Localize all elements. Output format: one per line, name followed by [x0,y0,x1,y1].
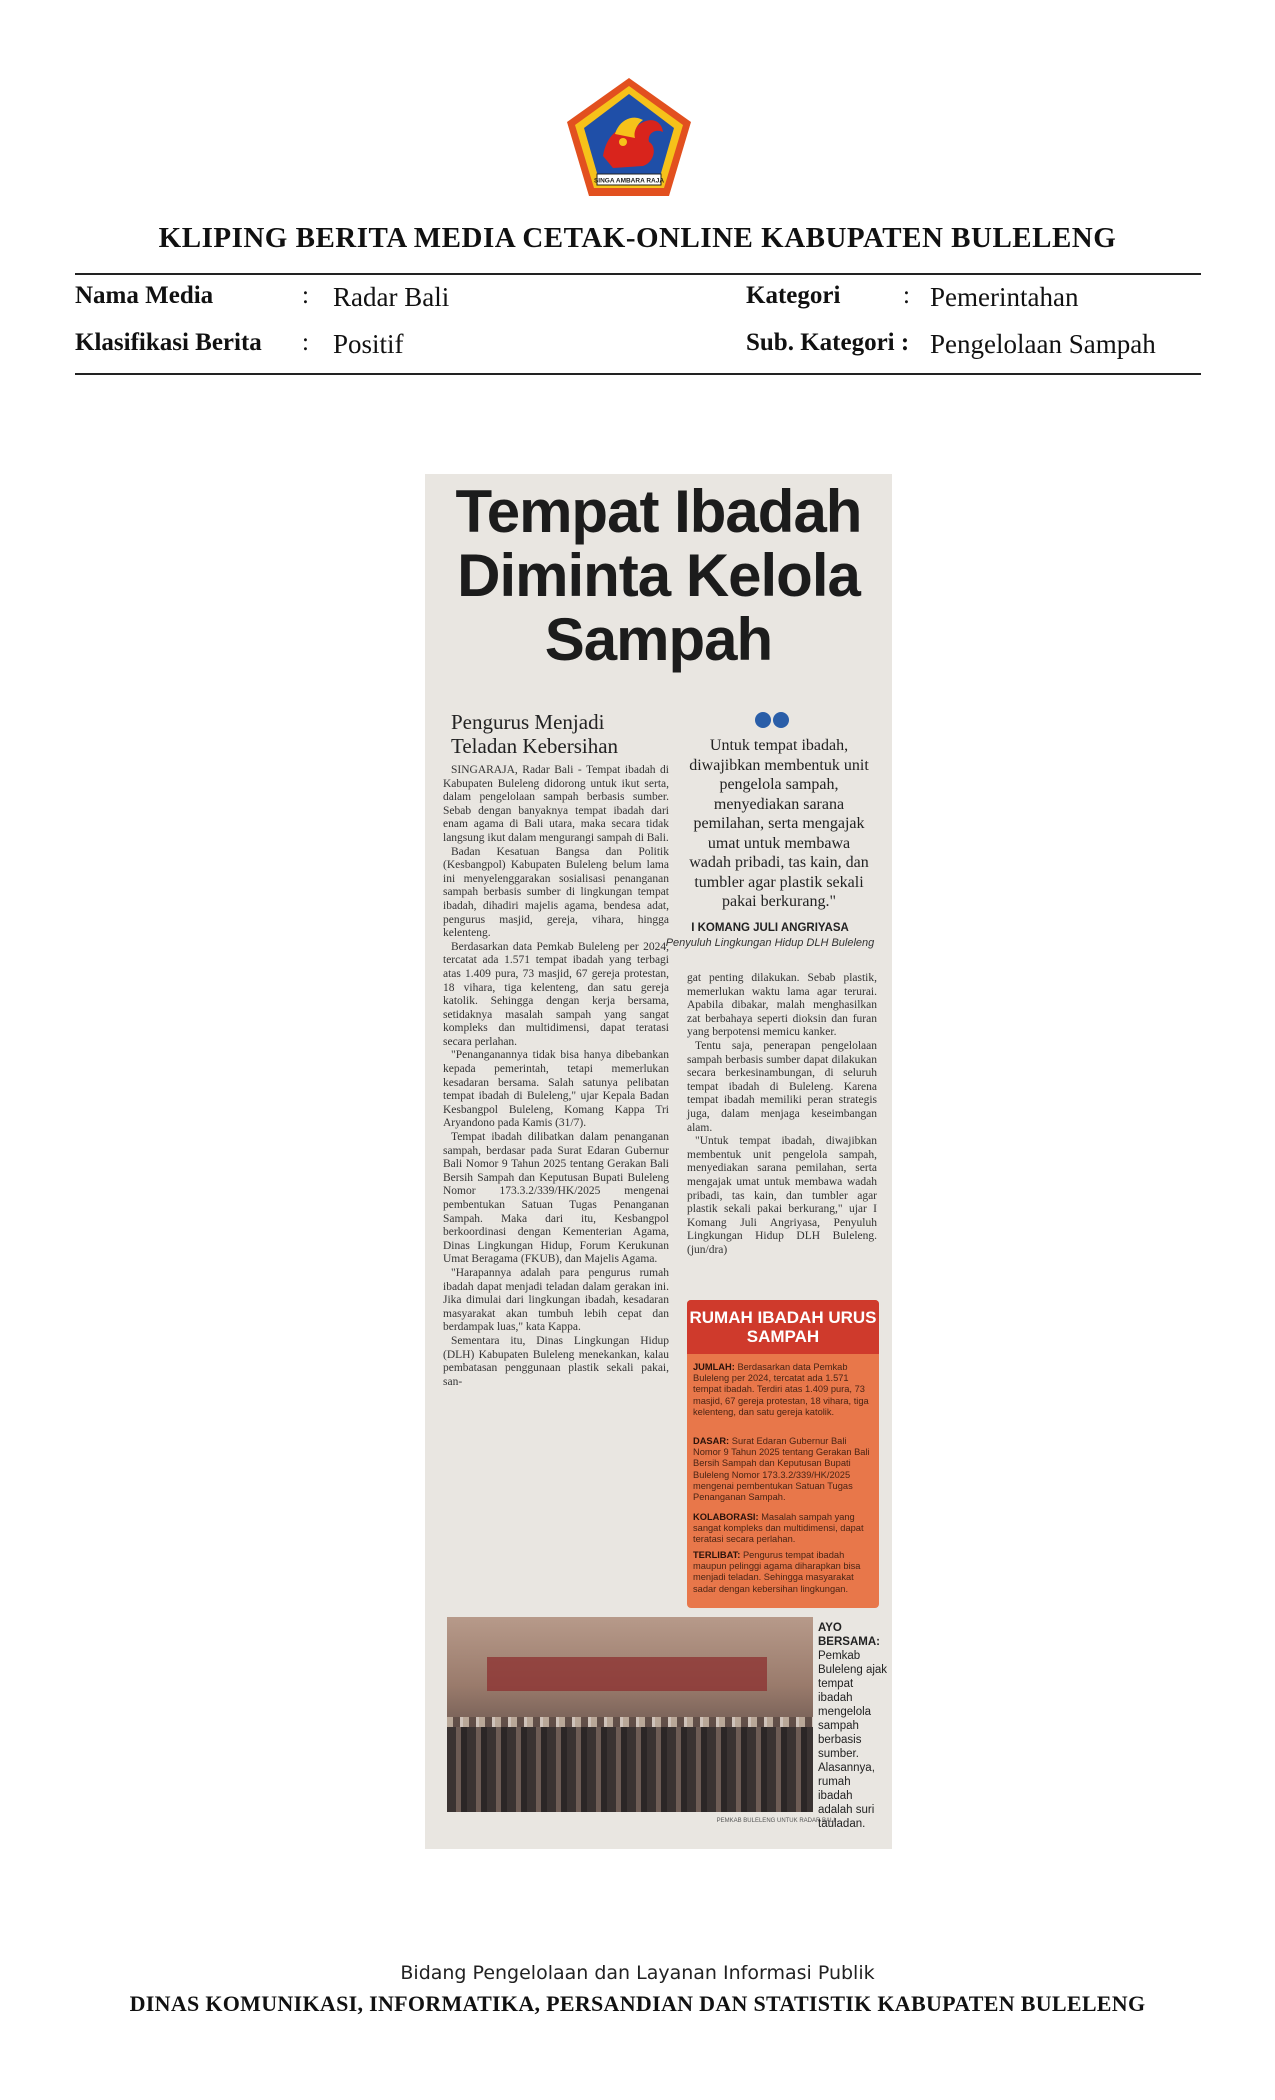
article-subhead: Pengurus Menjadi Teladan Kebersihan [451,710,619,758]
headline-line-2: Diminta Kelola [457,542,860,609]
info-box [687,1300,879,1608]
article-column-2 [687,972,877,1257]
media-label: Nama Media [75,282,214,309]
headline-line-1: Tempat Ibadah [455,478,862,545]
klasifikasi-label: Klasifikasi Berita [75,329,262,356]
photo-banner [487,1657,767,1691]
klasifikasi-separator: : [302,329,309,356]
media-separator: : [302,282,309,309]
footer-division: Bidang Pengelolaan dan Layanan Informasi Publik [400,1962,875,1984]
paragraph: "Penanganannya tidak bisa hanya dibebankan kepada pemerintah, tetapi memerlukan kesadaran bersama. Salah satunya pelibatan tempat ibadah di Buleleng," ujar Kepala Badan Kesbangpol Buleleng, Komang Kappa Tri Aryandono pada Kamis (31/7). [443,1049,669,1130]
buleleng-logo [563,76,695,200]
info-box-item: DASAR: Surat Edaran Gubernur Bali Nomor 9 Tahun 2025 tentang Gerakan Bali Bersih Sampah dan Keputusan Bupati Buleleng Nomor 173.3.2/339/HK/2025 mengenai pembentukan Satuan Tugas Penanganan Sampah. [693,1436,870,1503]
quote-author: I KOMANG JULI ANGRIYASA [691,922,849,934]
paragraph: Berdasarkan data Pemkab Buleleng per 2024, tercatat ada 1.571 tempat ibadah yang terbagi atas 1.409 pura, 73 masjid, 67 gereja protestan, 18 vihara, tiga kelenteng, dan satu gereja katolik. Sehingga dengan kerja bersama, setidaknya masalah sampah yang sangat kompleks dan multidimensi, dapat teratasi secara perlahan. [443,940,669,1048]
kategori-separator: : [903,282,910,309]
kategori-label: Kategori [746,282,841,309]
newspaper-clipping [425,474,892,1849]
logo-text: SINGA AMBARA RAJA [593,177,665,185]
article-photo [447,1617,813,1812]
document-title: KLIPING BERITA MEDIA CETAK-ONLINE KABUPATEN BULELENG [158,222,1117,254]
paragraph: SINGARAJA, Radar Bali - Tempat ibadah di Kabupaten Buleleng didorong untuk ikut serta, dalam pengelolaan sampah berbasis sumber. Sebab dengan banyaknya tempat ibadah dari enam agama di Bali utara, maka secara tidak langsung ikut dalam mengurangi sampah di Bali. [443,764,669,844]
info-box-item: JUMLAH: Berdasarkan data Pemkab Buleleng per 2024, tercatat ada 1.571 tempat ibadah. Terdiri atas 1.409 pura, 73 masjid, 67 gereja protestan, 18 vihara, tiga kelenteng, dan satu gereja katolik. [693,1362,869,1417]
subkategori-label: Sub. Kategori : [746,329,910,356]
paragraph: Tempat ibadah dilibatkan dalam penanganan sampah, berdasar pada Surat Edaran Gubernur Bali Nomor 9 Tahun 2025 tentang Gerakan Bali Bersih Sampah dan Keputusan Bupati Buleleng Nomor 173.3.2/339/HK/2025 mengenai pembentukan Satuan Tugas Penanganan Sampah. Maka dari itu, Kesbangpol berkoordinasi dengan Kementerian Agama, Dinas Lingkungan Hidup, Forum Kerukunan Umat Beragama (FKUB), dan Majelis Agama. [443,1131,669,1266]
headline-line-3: Sampah [544,606,773,673]
article-headline [425,480,892,672]
info-box-title: RUMAH IBADAH URUS SAMPAH [687,1300,879,1354]
paragraph: gat penting dilakukan. Sebab plastik, memerlukan waktu lama agar terurai. Apabila dibakar, malah menghasilkan zat berbahaya seperti dioksin dan furan yang berpotensi memicu kanker. [687,972,877,1039]
caption-text: Pemkab Buleleng ajak tempat ibadah mengelola sampah berbasis sumber. Alasannya, rumah ibadah adalah suri tauladan. [818,1650,888,1830]
paragraph: Tentu saja, penerapan pengelolaan sampah berbasis sumber dapat dilakukan secara berkesinambungan, di seluruh tempat ibadah di Buleleng. Karena tempat ibadah memiliki peran strategis juga, dalam menjaga keseimbangan alam. [687,1039,877,1134]
quote-icon [753,710,791,730]
info-box-item: TERLIBAT: Pengurus tempat ibadah maupun pelinggi agama diharapkan bisa menjadi teladan. Sehingga masyarakat sadar dengan kebersihan lingkungan. [693,1550,861,1594]
quote-author-role: Penyuluh Lingkungan Hidup DLH Buleleng [665,937,875,949]
paragraph: Sementara itu, Dinas Lingkungan Hidup (DLH) Kabupaten Buleleng menekankan, kalau pembatasan penggunaan plastik sekali pakai, san- [443,1334,669,1388]
paragraph: "Harapannya adalah para pengurus rumah ibadah dapat menjadi teladan dalam gerakan ini. Jika dimulai dari lingkungan ibadah, kesadaran masyarakat akan tumbuh lebih cepat dan berdampak luas," kata Kappa. [443,1266,669,1334]
subkategori-value: Pengelolaan Sampah [930,329,1156,359]
info-box-item: KOLABORASI: Masalah sampah yang sangat kompleks dan multidimensi, dapat teratasi secara perlahan. [693,1512,864,1545]
footer-agency: DINAS KOMUNIKASI, INFORMATIKA, PERSANDIAN DAN STATISTIK KABUPATEN BULELENG [129,1991,1146,2016]
caption-lead: AYO BERSAMA: [818,1622,880,1648]
paragraph: Badan Kesatuan Bangsa dan Politik (Kesbangpol) Kabupaten Buleleng belum lama ini menyelenggarakan sosialisasi penanganan sampah berbasis sumber di lingkungan tempat ibadah, dihadiri majelis agama, bendesa adat, pengurus masjid, gereja, vihara, hingga kelenteng. [443,845,669,940]
bottom-rule [75,373,1201,375]
article-column-1 [443,764,669,1389]
paragraph: "Untuk tempat ibadah, diwajibkan membentuk unit pengelola sampah, menyediakan sarana pemilahan, serta mengajak umat untuk membawa wadah pribadi, tas kain, dan tumbler agar plastik sekali pakai berkurang," ujar I Komang Juli Angriyasa, Penyuluh Lingkungan Hidup DLH Buleleng. (jun/dra) [687,1135,877,1256]
photo-credit: PEMKAB BULELENG UNTUK RADAR BALI [716,1818,835,1824]
photo-caption [818,1621,888,1831]
kategori-value: Pemerintahan [930,282,1079,312]
pull-quote: Untuk tempat ibadah, diwajibkan membentuk unit pengelola sampah, menyediakan sarana pemilahan, serta mengajak umat untuk membawa wadah pribadi, tas kain, dan tumbler agar plastik sekali pakai berkurang." [689,737,869,910]
klasifikasi-value: Positif [333,329,404,359]
media-value: Radar Bali [333,282,450,312]
photo-crowd-front [447,1727,813,1812]
top-rule [75,273,1201,275]
